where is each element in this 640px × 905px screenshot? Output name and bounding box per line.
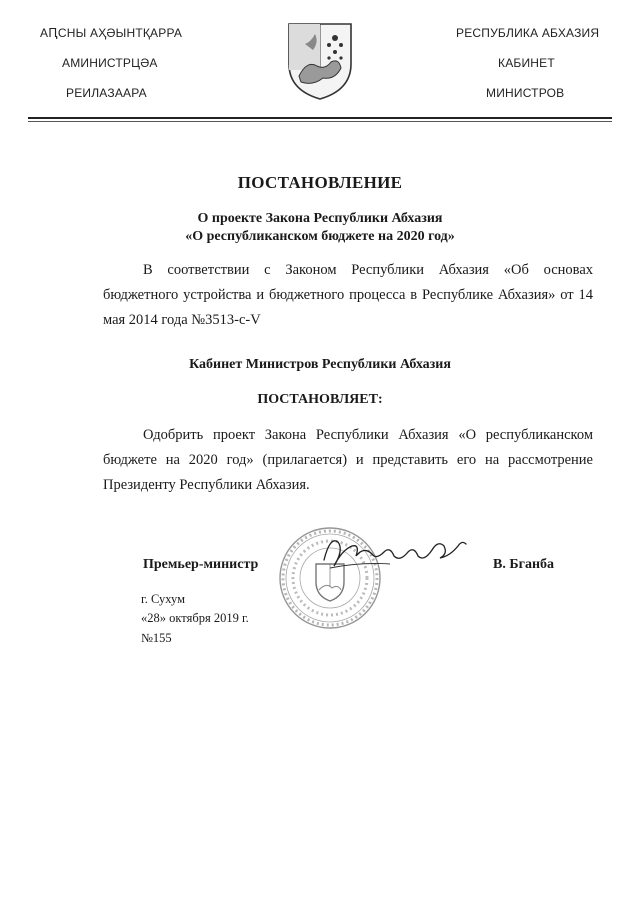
- header-left-line-3: РЕИЛАЗААРА: [66, 86, 147, 100]
- issuer-heading: Кабинет Министров Республики Абхазия: [189, 357, 451, 372]
- header-left-line-2: АМИНИСТРЦӘА: [62, 56, 158, 70]
- document-subject: [0, 210, 640, 246]
- resolution-paragraph: Одобрить проект Закона Республики Абхазия «О республиканском бюджете на 2020 год» (прилагается) и представить его на рассмотрение Президенту Республики Абхазия.: [103, 427, 593, 493]
- header-left-line-1: АԤСНЫ АҲӘЫНТҚАРРА: [40, 26, 183, 40]
- header-divider-thin: [28, 121, 612, 122]
- document-header: [0, 0, 640, 120]
- coat-of-arms-emblem: [285, 20, 355, 102]
- preamble-paragraph: В соответствии с Законом Республики Абхазия «Об основах бюджетного устройства и бюджетного процесса в Республике Абхазия» от 14 мая 2014 года №3513-с-V: [103, 262, 593, 328]
- header-divider-thick: [28, 117, 612, 119]
- subject-line-2: «О республиканском бюджете на 2020 год»: [185, 229, 455, 244]
- document-number: №155: [141, 631, 172, 645]
- header-right-line-1: РЕСПУБЛИКА АБХАЗИЯ: [456, 26, 600, 40]
- subject-line-1: О проекте Закона Республики Абхазия: [197, 211, 443, 226]
- header-right-line-3: МИНИСТРОВ: [486, 86, 565, 100]
- header-right-line-2: КАБИНЕТ: [498, 56, 555, 70]
- decree-heading: ПОСТАНОВЛЯЕТ:: [257, 392, 383, 407]
- signatory-name: В. Бганба: [493, 557, 555, 572]
- signatory-position: Премьер-министр: [143, 557, 259, 572]
- issue-date: «28» октября 2019 г.: [141, 611, 249, 625]
- document-title: ПОСТАНОВЛЕНИЕ: [237, 173, 403, 192]
- issue-city: г. Сухум: [141, 592, 186, 606]
- handwritten-signature: [320, 532, 470, 576]
